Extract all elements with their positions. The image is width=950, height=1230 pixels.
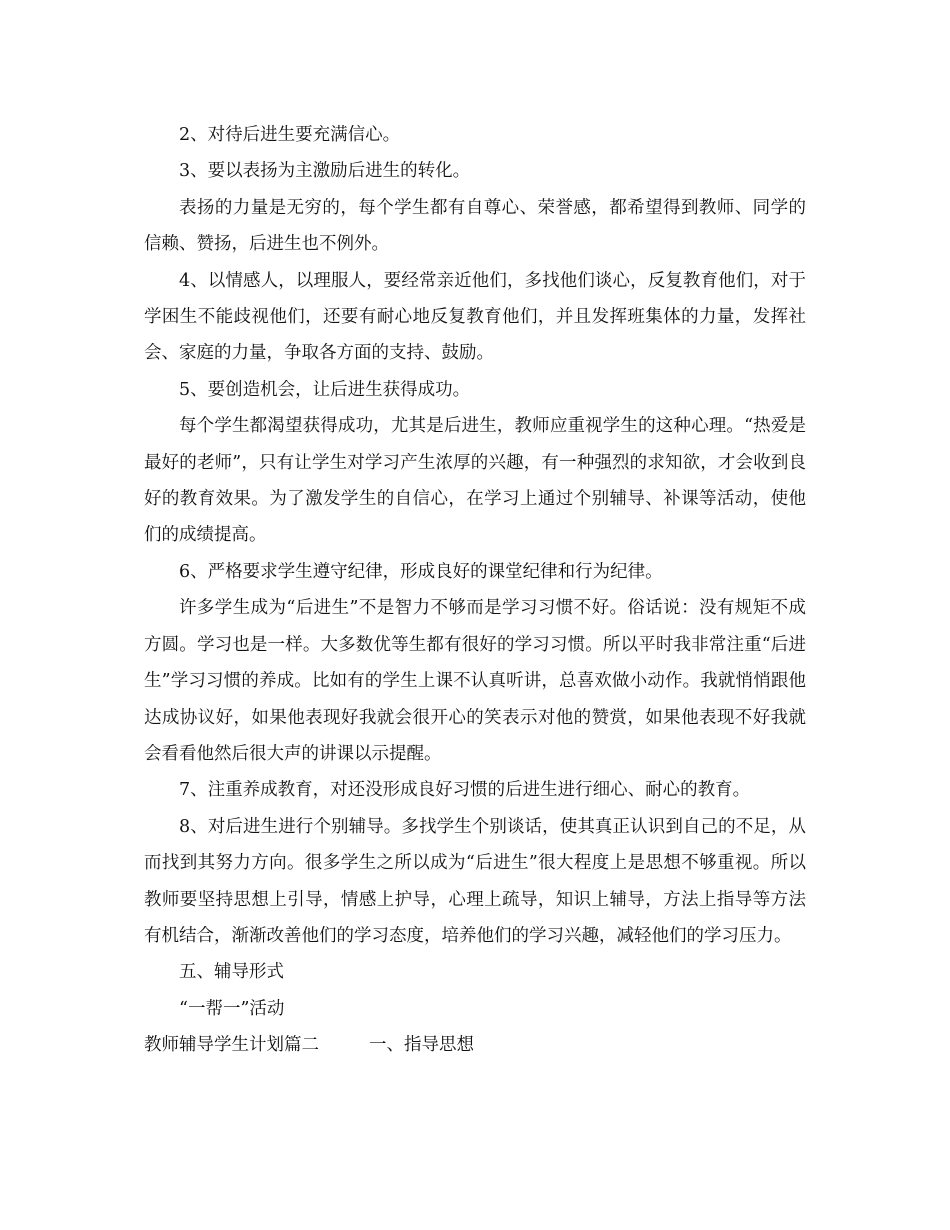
list-item-4: 4、以情感人，以理服人，要经常亲近他们，多找他们谈心，反复教育他们，对于学困生不能歧视他们，还要有耐心地反复教育他们，并且发挥班集体的力量，发挥社会、家庭的力量，争取各方面的支持、鼓励。: [144, 270, 806, 364]
list-item-8: 8、对后进生进行个别辅导。多找学生个别谈话，使其真正认识到自己的不足，从而找到其努力方向。很多学生之所以成为“后进生”很大程度上是思想不够重视。所以教师要坚持思想上引导，情感上护导，心理上疏导，知识上辅导，方法上指导等方法有机结合，渐渐改善他们的学习态度，培养他们的学习兴趣，减轻他们的学习压力。: [144, 816, 806, 946]
activity-line: “一帮一”活动: [179, 998, 285, 1019]
list-item-6: 6、严格要求学生遵守纪律，形成良好的课堂纪律和行为纪律。: [179, 561, 663, 582]
body-paragraph-success: 每个学生都渴望获得成功，尤其是后进生，教师应重视学生的这种心理。“热爱是最好的老师”，只有让学生对学习产生浓厚的兴趣，有一种强烈的求知欲，才会收到良好的教育效果。为了激发学生的自信心，在学习上通过个别辅导、补课等活动，使他们的成绩提高。: [144, 416, 806, 546]
body-paragraph-praise: 表扬的力量是无穷的，每个学生都有自尊心、荣誉感，都希望得到教师、同学的信赖、赞扬，后进生也不例外。: [144, 197, 806, 255]
list-item-2: 2、对待后进生要充满信心。: [179, 125, 401, 145]
list-item-7: 7、注重养成教育，对还没形成良好习惯的后进生进行细心、耐心的教育。: [179, 780, 751, 801]
body-paragraph-habits: 许多学生成为“后进生”不是智力不够而是学习习惯不好。俗话说：没有规矩不成方圆。学习也是一样。大多数优等生都有很好的学习习惯。所以平时我非常注重“后进生”学习习惯的养成。比如有的学生上课不认真听讲，总喜欢做小动作。我就悄悄跟他达成协议好，如果他表现好我就会很开心的笑表示对他的赞赏，如果他表现不好我就会看看他然后很大声的讲课以示提醒。: [144, 598, 806, 764]
list-item-5: 5、要创造机会，让后进生获得成功。: [179, 379, 471, 400]
subheading-guiding-thought: 一、指导思想: [369, 1035, 474, 1056]
document-title: 教师辅导学生计划篇二: [144, 1035, 319, 1056]
document-body: [144, 117, 806, 1064]
list-item-3: 3、要以表扬为主激励后进生的转化。: [179, 161, 471, 182]
section-heading-five: 五、辅导形式: [179, 962, 284, 983]
document-title-line: [144, 1027, 806, 1063]
